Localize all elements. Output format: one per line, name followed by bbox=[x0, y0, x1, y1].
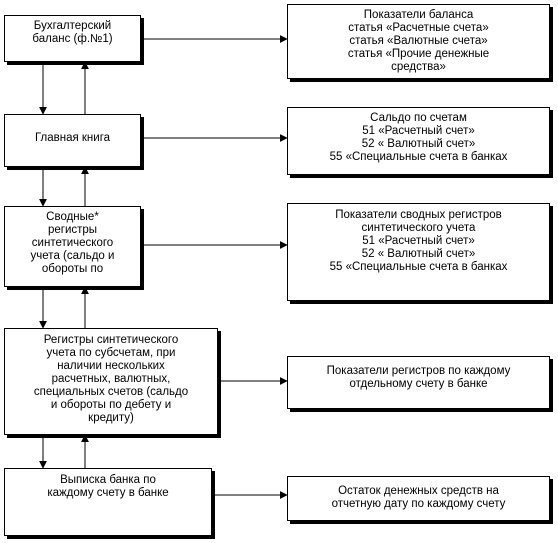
box-cash-balance-label: Остаток денежных средств на отчетную дату по каждому счету bbox=[331, 485, 506, 510]
box-bank-statement-label: Выписка банка по каждому счету в банке bbox=[47, 474, 169, 499]
box-subaccount-registers-label: Регистры синтетического учета по субсчетам, при наличии нескольких расчетных, валютных, специальных счетов (сальдо и обороты по дебету и кредиту) bbox=[33, 334, 189, 424]
box-general-ledger-label: Главная книга bbox=[34, 132, 111, 144]
box-balance-sheet-label: Бухгалтерский баланс (ф.№1) bbox=[32, 20, 113, 45]
box-balance-indicators-label: Показатели баланса статья «Расчетные счета» статья «Валютные счета» статья «Прочие денежные средства» bbox=[347, 9, 490, 73]
box-register-indicators-label: Показатели регистров по каждому отдельному счету в банке bbox=[326, 365, 511, 390]
box-summary-indicators-label: Показатели сводных регистров синтетического учета 51 «Расчетный счет» 52 « Валютный счет» 55 «Специальные счета в банках bbox=[329, 209, 508, 273]
box-account-balances-label: Сальдо по счетам 51 «Расчетный счет» 52 « Валютный счет» 55 «Специальные счета в банках bbox=[329, 112, 508, 163]
box-summary-registers-label: Сводные* регистры синтетического учета (сальдо и обороты по bbox=[30, 211, 115, 275]
